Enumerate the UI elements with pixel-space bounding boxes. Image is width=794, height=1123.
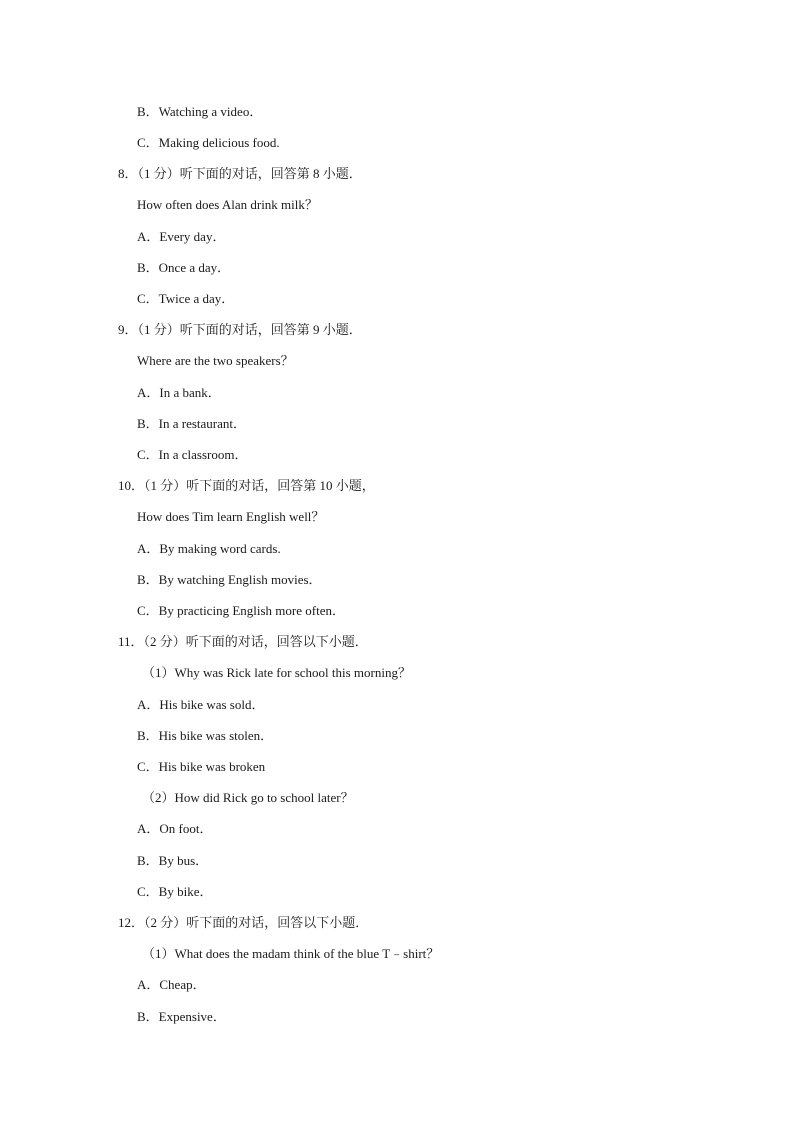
question-11-1-stem: （1）Why was Rick late for school this morning？	[142, 665, 411, 680]
option-11-1a: A．His bike was sold．	[137, 697, 265, 712]
option-8b: B．Once a day．	[137, 260, 231, 275]
option-7c: C．Making delicious food.	[137, 135, 280, 150]
option-10a: A．By making word cards.	[137, 541, 281, 556]
question-10-header: 10．（1 分）听下面的对话，回答第 10 小题，	[118, 478, 375, 493]
question-11-header: 11．（2 分）听下面的对话，回答以下小题．	[118, 634, 368, 649]
option-11-1b: B．His bike was stolen．	[137, 728, 274, 743]
question-11-2-stem: （2）How did Rick go to school later？	[142, 790, 354, 805]
question-8-header: 8．（1 分）听下面的对话，回答第 8 小题．	[118, 166, 362, 181]
question-10-stem: How does Tim learn English well？	[137, 509, 325, 524]
option-10c: C．By practicing English more often．	[137, 603, 345, 618]
option-12-1a: A．Cheap．	[137, 977, 206, 992]
option-7b: B．Watching a video．	[137, 104, 263, 119]
option-8a: A．Every day．	[137, 229, 226, 244]
question-8-stem: How often does Alan drink milk？	[137, 197, 318, 212]
option-11-2c: C．By bike．	[137, 884, 213, 899]
question-12-1-stem: （1）What does the madam think of the blue T﹣shirt？	[142, 946, 440, 961]
option-10b: B．By watching English movies．	[137, 572, 322, 587]
option-8c: C．Twice a day．	[137, 291, 235, 306]
option-9a: A．In a bank．	[137, 385, 221, 400]
question-9-stem: Where are the two speakers？	[137, 353, 294, 368]
option-11-1c: C．His bike was broken	[137, 759, 266, 774]
option-12-1b: B．Expensive．	[137, 1009, 226, 1024]
option-11-2b: B．By bus．	[137, 853, 209, 868]
option-11-2a: A．On foot．	[137, 821, 213, 836]
option-9b: B．In a restaurant．	[137, 416, 247, 431]
question-12-header: 12．（2 分）听下面的对话，回答以下小题．	[118, 915, 369, 930]
question-9-header: 9．（1 分）听下面的对话，回答第 9 小题．	[118, 322, 362, 337]
option-9c: C．In a classroom．	[137, 447, 248, 462]
